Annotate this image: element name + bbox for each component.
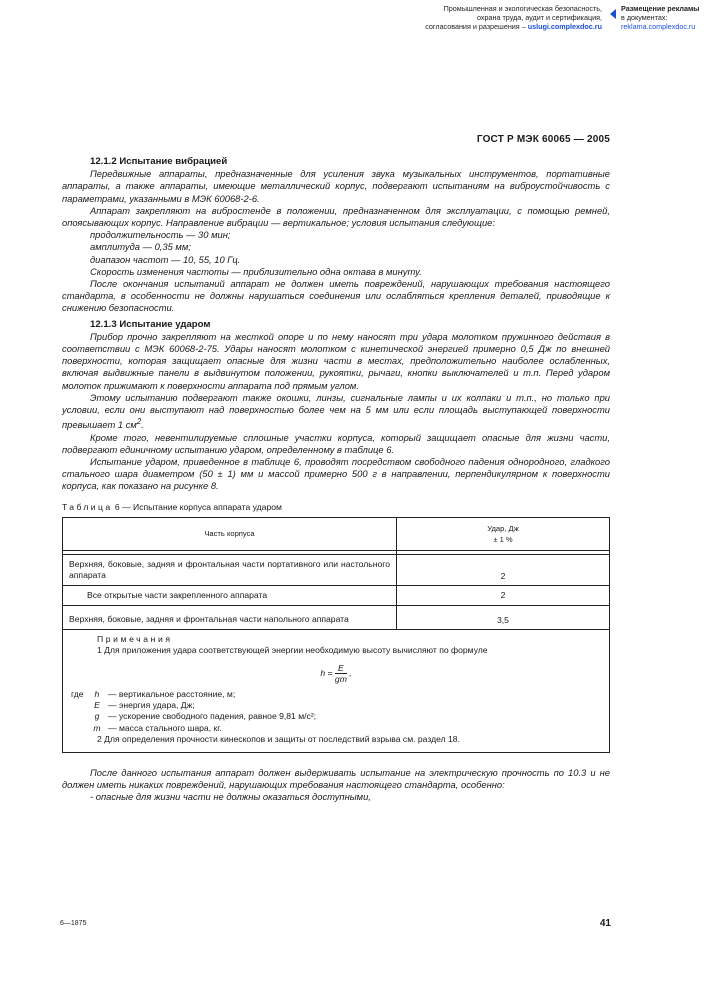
print-code: 6—1875 [60,920,87,927]
banner-line: Размещение рекламы [621,4,700,13]
paragraph: Аппарат закрепляют на вибростенде в положении, предназначенном для эксплуатации, с помощью ремней, опоясывающих корпус. Направление вибрации — вертикальное; условия испытания следующие: [62,204,610,229]
table-caption-word: Таблица [62,501,113,512]
superscript: 2 [136,417,142,427]
variable-symbol: g [94,711,100,722]
paragraph: Скорость изменения частоты — приблизительно одна октава в минуту. [90,265,422,277]
reklama-link[interactable]: reklama.complexdoc.ru [621,22,696,31]
cell-energy: 3,5 [397,605,610,629]
formula-numerator: E [335,663,347,674]
formula-fraction [335,663,347,684]
where-word: где [71,688,84,699]
paragraph: - опасные для жизни части не должны оказаться доступными, [90,791,371,803]
note-1: 1 Для приложения удара соответствующей энергии необходимую высоту вычисляют по формуле [97,645,488,656]
variable-line [71,689,601,700]
variable-line [71,700,601,711]
formula-denominator: gm [334,673,347,684]
banner-line-text: согласования и разрешения – [425,22,528,31]
formula-lhs: h = [320,667,333,678]
formula-tail: , [349,667,352,678]
arrow-left-icon [610,9,616,19]
banner-line [412,22,602,31]
banner-line: охрана труда, аудит и сертификация, [477,13,602,22]
variable-symbol: h [94,688,100,699]
condition-frequency: диапазон частот — 10, 55, 10 Гц. [90,253,241,265]
document-body [62,152,610,803]
paragraph: Испытание ударом, приведенное в таблице 6, проводят посредством свободного падения однородного, гладкого стального шара диаметром (50 ± 1) мм и массой примерно 500 г в направлении, перпендикулярном к поверхности корпуса, как показано на рисунке 8. [62,456,610,492]
table-notes [63,629,610,752]
table-row [63,585,610,605]
note-2: 2 Для определения прочности кинескопов и защиты от последствий взрыва см. раздел 18. [97,734,460,745]
section-heading-12-1-2: 12.1.2 Испытание вибрацией [90,156,228,167]
cell-part: Верхняя, боковые, задняя и фронтальная части напольного аппарата [63,605,397,629]
banner-line: в документах: [621,13,668,22]
paragraph-end: . [141,419,144,431]
page-number: 41 [599,918,611,929]
paragraph: После данного испытания аппарат должен выдерживать испытание на электрическую прочность по 10.3 и не должен иметь никаких повреждений, нарушающих требования настоящего стандарта, особенно: [62,766,610,790]
banner-safety-services [412,4,602,31]
condition-amplitude: амплитуда — 0,35 мм; [90,241,191,253]
standard-code: ГОСТ Р МЭК 60065 — 2005 [476,134,610,145]
variable-desc: — ускорение свободного падения, равное 9,81 м/с²; [108,711,317,722]
paragraph [62,392,610,432]
table-notes-row [63,629,610,752]
paragraph: Передвижные аппараты, предназначенные для усиления звука музыкальных инструментов, портативные аппараты, а также аппараты, имеющие металлический корпус, подвергают испытаниям на виброустойчивость с параметрами, указанными в МЭК 60068-2-6. [62,168,610,204]
cell-part: Верхняя, боковые, задняя и фронтальная части портативного или настольного аппарата [63,554,397,585]
column-header-energy-line1: Удар, Дж [487,523,519,533]
variable-desc: — энергия удара, Дж; [108,700,195,711]
uslugi-link[interactable]: uslugi.complexdoc.ru [527,22,602,31]
paragraph: Кроме того, невентилируемые сплошные участки корпуса, который защищает опасные для жизни части, подвергают единичному испытанию ударом, определенному в таблице 6. [62,431,610,455]
section-heading-12-1-3: 12.1.3 Испытание ударом [90,318,211,330]
table-caption-text: 6 — Испытание корпуса аппарата ударом [112,501,282,512]
variable-symbol: E [94,700,100,711]
banner-advertising [621,4,711,31]
table-caption [62,501,610,513]
variable-desc: — масса стального шара, кг. [108,722,222,733]
variable-desc: — вертикальное расстояние, м; [107,688,236,699]
table-6 [62,517,610,753]
table-row [63,605,610,629]
cell-energy: 2 [397,585,610,605]
formula [71,663,601,685]
variable-line [71,723,601,734]
banner-line: Промышленная и экологическая безопасность, [443,4,602,13]
notes-title: Примечания [97,633,173,644]
variable-line [71,711,601,722]
column-header-energy [397,517,610,550]
cell-part: Все открытые части закрепленного аппарата [63,585,397,605]
paragraph-text: Этому испытанию подвергают также окошки, линзы, сигнальные лампы и их колпаки и т.п., но только при условии, если они выступают над поверхностью более чем на 5 мм или если площадь выступающей поверхности превышает 1 см [62,391,610,431]
table-row [63,554,610,585]
column-header-energy-line2: ± 1 % [493,534,513,544]
paragraph: Прибор прочно закрепляют на жесткой опоре и по нему наносят три удара молотком пружинного действия в соответствии с МЭК 60068-2-75. Удары наносят молотком с кинетической энергией примерно 0,5 Дж по внешней поверхности, которая защищает опасные для жизни части в местах, предположительно наиболее ослабленных, включая выдвижные панели в выдвинутом положении, рукоятки, рычаги, кнопки выключателей и т.п. Перед ударом молоток прижимают к поверхности аппарата под прямым углом. [62,330,610,391]
paragraph: После окончания испытаний аппарат не должен иметь повреждений, нарушающих требования настоящего стандарта, в особенности не должны нарушаться соединения или ослабляться крепления деталей, приводящие к снижению безопасности. [62,278,610,314]
table-header-row [63,517,610,550]
cell-energy: 2 [397,554,610,585]
condition-duration: продолжительность — 30 мин; [90,229,231,241]
column-header-part: Часть корпуса [63,517,397,550]
variable-symbol: m [93,722,101,733]
